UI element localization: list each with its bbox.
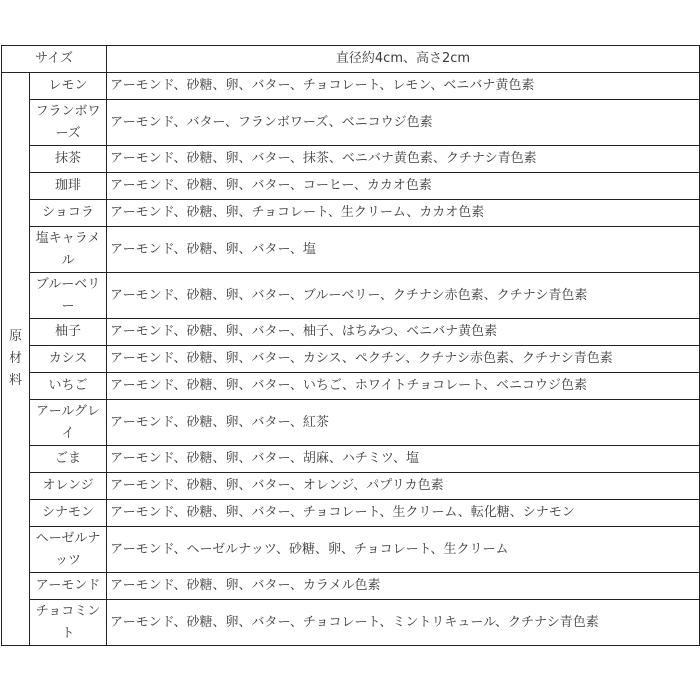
table-row <box>2 100 700 146</box>
ingredients-list: アーモンド、砂糖、卵、バター、チョコレート、生クリーム、転化糖、シナモン <box>107 500 700 527</box>
ingredients-list: アーモンド、砂糖、卵、チョコレート、生クリーム、カカオ色素 <box>107 200 700 227</box>
table-row <box>2 373 700 400</box>
ingredients-list: アーモンド、砂糖、卵、バター、抹茶、ベニバナ黄色素、クチナシ青色素 <box>107 146 700 173</box>
ingredients-group-label <box>2 73 30 646</box>
table-row <box>2 500 700 527</box>
ingredients-list: アーモンド、ヘーゼルナッツ、砂糖、卵、チョコレート、生クリーム <box>107 527 700 573</box>
table-row <box>2 73 700 100</box>
flavor-name: ブルーベリー <box>30 273 107 319</box>
table-row <box>2 346 700 373</box>
ingredients-list: アーモンド、砂糖、卵、バター、チョコレート、ミントリキュール、クチナシ青色素 <box>107 600 700 646</box>
flavor-name: シナモン <box>30 500 107 527</box>
group-label-text: 原材料 <box>8 329 22 388</box>
flavor-name: 塩キャラメル <box>30 227 107 273</box>
flavor-name: レモン <box>30 73 107 100</box>
ingredients-list: アーモンド、砂糖、卵、バター、オレンジ、パプリカ色素 <box>107 473 700 500</box>
table-row <box>2 473 700 500</box>
spec-table <box>1 45 700 646</box>
table-row <box>2 319 700 346</box>
flavor-name: 珈琲 <box>30 173 107 200</box>
ingredients-list: アーモンド、砂糖、卵、バター、コーヒー、カカオ色素 <box>107 173 700 200</box>
table-row <box>2 200 700 227</box>
flavor-name: ごま <box>30 446 107 473</box>
table-row <box>2 573 700 600</box>
ingredients-list: アーモンド、砂糖、卵、バター、紅茶 <box>107 400 700 446</box>
table-row <box>2 146 700 173</box>
table-row <box>2 227 700 273</box>
size-label: サイズ <box>2 46 107 73</box>
ingredients-list: アーモンド、砂糖、卵、バター、ブルーベリー、クチナシ赤色素、クチナシ青色素 <box>107 273 700 319</box>
flavor-name: カシス <box>30 346 107 373</box>
size-value: 直径約4cm、高さ2cm <box>107 46 700 73</box>
ingredients-list: アーモンド、砂糖、卵、バター、カラメル色素 <box>107 573 700 600</box>
table-row <box>2 600 700 646</box>
flavor-name: 柚子 <box>30 319 107 346</box>
flavor-name: チョコミント <box>30 600 107 646</box>
flavor-name: アーモンド <box>30 573 107 600</box>
ingredients-list: アーモンド、砂糖、卵、バター、チョコレート、レモン、ベニバナ黄色素 <box>107 73 700 100</box>
ingredients-list: アーモンド、砂糖、卵、バター、胡麻、ハチミツ、塩 <box>107 446 700 473</box>
ingredients-list: アーモンド、砂糖、卵、バター、塩 <box>107 227 700 273</box>
ingredients-list: アーモンド、砂糖、卵、バター、柚子、はちみつ、ベニバナ黄色素 <box>107 319 700 346</box>
ingredients-list: アーモンド、砂糖、卵、バター、カシス、ペクチン、クチナシ赤色素、クチナシ青色素 <box>107 346 700 373</box>
table-row <box>2 446 700 473</box>
flavor-name: フランボワーズ <box>30 100 107 146</box>
table-row <box>2 173 700 200</box>
flavor-name: ヘーゼルナッツ <box>30 527 107 573</box>
flavor-name: いちご <box>30 373 107 400</box>
table-row <box>2 400 700 446</box>
ingredients-list: アーモンド、砂糖、卵、バター、いちご、ホワイトチョコレート、ベニコウジ色素 <box>107 373 700 400</box>
flavor-name: オレンジ <box>30 473 107 500</box>
table-row <box>2 273 700 319</box>
ingredients-list: アーモンド、バター、フランボワーズ、ベニコウジ色素 <box>107 100 700 146</box>
size-row <box>2 46 700 73</box>
flavor-name: 抹茶 <box>30 146 107 173</box>
table-row <box>2 527 700 573</box>
flavor-name: ショコラ <box>30 200 107 227</box>
flavor-name: アールグレイ <box>30 400 107 446</box>
